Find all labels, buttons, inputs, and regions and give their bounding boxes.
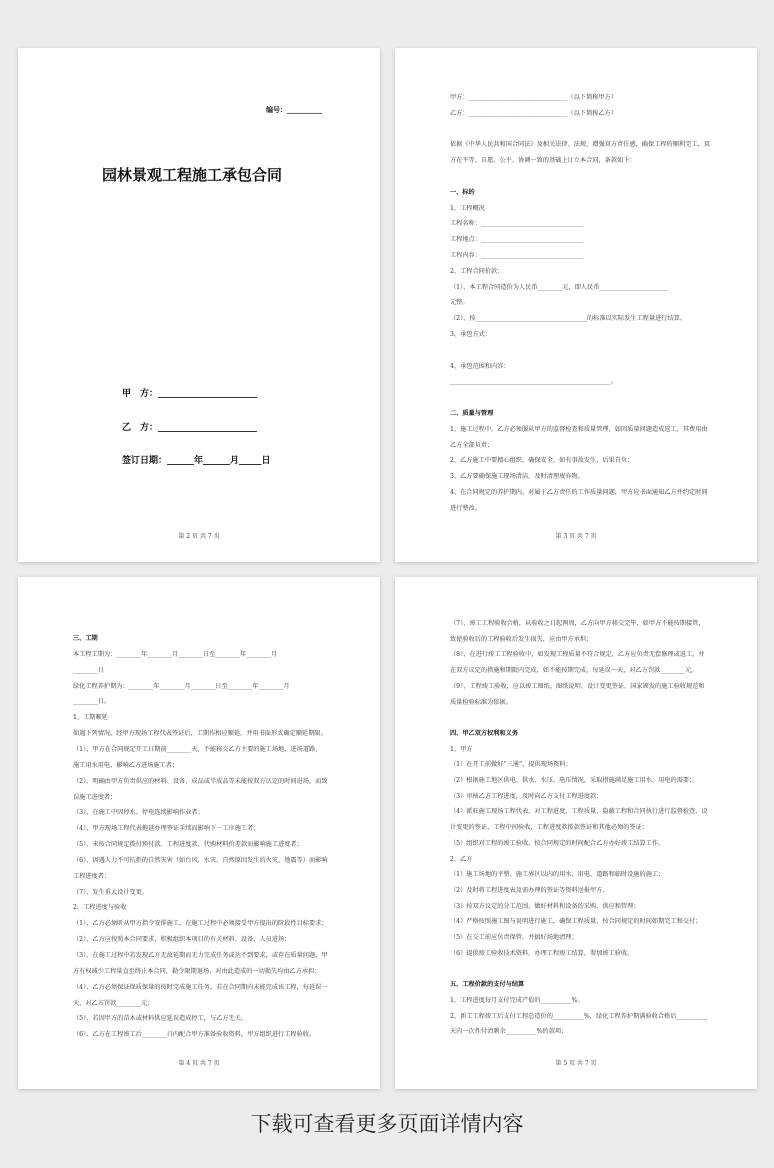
text-line: 误施工进度者； xyxy=(73,793,117,801)
text-line: （1）、本工程合同造价为人民币________元，即人民币______________________ xyxy=(450,283,668,291)
text-line: 依据《中华人民共和国合同法》及相关法律、法规，增强双方责任感，确保工程的顺利完工，双 xyxy=(450,141,710,149)
text-line: 4、承包范围和内容： xyxy=(450,362,510,370)
text-line: 方有权减少工程量直至终止本合同，勒令限期退场，对由此造成的一切损失均由乙方承担； xyxy=(73,967,321,975)
section-heading: 五、工程价款的支付与结算 xyxy=(450,981,525,989)
text-line: （4）派驻施工现场工程代表，对工程进度、工程质量、隐蔽工程和合同执行进行监督检查，设 xyxy=(450,808,708,816)
text-line: （3）、在施工过程中若发现乙方无故延期而无力完成任务或达不到要求，或存在质量问题，甲 xyxy=(73,952,328,959)
text-line: （4）、甲方现场工程代表拖延办理签证手续而影响下一工序施工者； xyxy=(73,825,260,833)
text-line: （9）、工程竣工验收，应以竣工图纸、图纸说明、设计变更签证、国家颁发的施工验收规范和 xyxy=(450,682,705,690)
page-footer: 第 4 页 共 7 页 xyxy=(178,1060,220,1067)
text-line: （2）及时将工程进度表及需办理的签证等资料送报甲方。 xyxy=(450,886,609,894)
text-line: （8）、在进行竣工工程验收中，如发现工程质量不符合规定，乙方应负责无偿修理或返工，并 xyxy=(450,651,705,659)
contract-title: 园林景观工程施工承包合同 xyxy=(102,166,283,184)
text-line: 质量检验标准为依据。 xyxy=(450,698,512,706)
text-line: （1）、乙方必须听从甲方指令安排施工，在施工过程中必须接受甲方提出的阶段性目标要求； xyxy=(73,920,328,928)
page-5 xyxy=(395,577,757,1089)
text-line: （4）严格按照施工图与说明进行施工，确保工程质量，按合同规定的时间如期完工和交付； xyxy=(450,918,702,926)
page-cover xyxy=(18,48,380,562)
text-line: 工程进度者； xyxy=(73,872,111,880)
text-line: ____________________________________________________。 xyxy=(450,378,618,386)
page-footer: 第 2 页 共 7 页 xyxy=(178,533,220,540)
text-line: 4、在合同规定的养护期内，对属于乙方责任的工作质量问题，甲方应书面通知乙方并约定时间 xyxy=(450,489,708,496)
page-footer: 第 3 页 共 7 页 xyxy=(555,533,597,540)
text-line: （1）在开工前做好“三通”，提供现场资料； xyxy=(450,761,572,769)
text-line: 2、工程合同价款： xyxy=(450,267,504,275)
text-line: 施工用水用电，影响乙方进场施工者； xyxy=(73,761,179,769)
text-line: （5）组织对工程的竣工验收，按合同规定的时间配合乙方办好竣工结算工作。 xyxy=(450,839,665,847)
text-line: 天，对乙方罚款________元； xyxy=(73,999,154,1007)
text-line: 绿化工程养护期为：________年________月________日至________年________月 xyxy=(73,682,290,690)
contract-number: 编号：__________ xyxy=(266,105,322,114)
text-line: 致使验收后的工程验收后发生损失，应由甲方承担； xyxy=(450,635,593,643)
section-heading: 四、甲乙双方权利和义务 xyxy=(450,729,519,737)
text-line: 进行整改。 xyxy=(450,504,481,512)
text-line: （6）、因遇人力不可抗拒的自然灾害（如台风、水灾、自然原因发生的火灾、地震等）而影响 xyxy=(73,856,328,864)
text-line: 在双方议定的措施和期限内完成，如不能按期完成，每延误一天，对乙方罚款________元。 xyxy=(450,667,698,675)
text-line: （7）、竣工工程验收合格，从验收之日起两周，乙方向甲方移交完毕，如甲方不能按期接管， xyxy=(450,620,705,627)
text-line: （3）审核乙方工程进度，及时向乙方支付工程进度款； xyxy=(450,792,603,800)
text-line: 1、工程进度每月支付完成产值的__________%。 xyxy=(450,996,584,1004)
text-line: （5）、未按合同规定拨付预付款、工程进度款、代购材料价差款而影响施工进度者； xyxy=(73,841,303,849)
text-line: （1）施工场地的平整、施工界区以内的用水、用电、道路和临时设施的施工； xyxy=(450,871,665,879)
section-heading: 二、质量与管理 xyxy=(450,410,494,417)
text-line: （2）、乙方应按照本合同要求、积极组织本项目的有关材料、设备、人员进场； xyxy=(73,936,291,944)
page-3 xyxy=(395,48,757,562)
text-line: （3）按双方议定的分工范围，做好材料和设备的采购、供应和管理； xyxy=(450,902,640,910)
text-line: 天内一次性付清剩余__________%的款项； xyxy=(450,1028,568,1036)
text-line: 如遇下列情况，经甲方现场工程代表签证后，工期作相应顺延，并用书面形式确定顺延期限。 xyxy=(73,730,327,738)
text-line: 1、施工过程中，乙方必须服从甲方的监督检查和质量管理，如因质量问题造成返工，其费用由 xyxy=(450,425,708,433)
sign-date-line: 签订日期：______年______月_____日 xyxy=(122,456,271,466)
text-line: 方在平等、自愿、公平、协调一致的基础上订立本合同，条款如下： xyxy=(450,157,636,165)
text-line: 元整。 xyxy=(450,299,469,307)
text-line: 2、乙方施工中要精心组织，确保安全，如有事故发生，后果自负； xyxy=(450,457,634,465)
text-line: 2、乙方 xyxy=(450,855,473,863)
section-heading: 三、工期 xyxy=(73,635,98,642)
text-line: （7）、发生重大设计变更。 xyxy=(73,888,149,896)
text-line: 3、承包方式： xyxy=(450,331,492,338)
text-line: 工程地点：_________________________________ xyxy=(450,236,584,244)
party-b-line: 乙 方：______________________ xyxy=(122,423,258,433)
text-line: ________日 xyxy=(73,666,104,674)
text-line: 工程名称：_________________________________ xyxy=(450,220,584,228)
text-line: 甲方：________________________________（以下简称甲方） xyxy=(450,94,618,101)
text-line: 计变更的签证，工程中间验收，工程进度款拨款签证和其他必须的签证； xyxy=(450,824,648,832)
page-footer: 第 5 页 共 7 页 xyxy=(555,1060,597,1067)
text-line: （5）在交工前应负责保管，并搞好场地清理； xyxy=(450,934,578,941)
text-line: 1、工期顺延 xyxy=(73,714,108,722)
text-line: 本工程工期为：________年________月________日至________年________月 xyxy=(73,650,278,658)
download-more-note: 下载可查看更多页面详情内容 xyxy=(250,1112,524,1136)
party-a-line: 甲 方：______________________ xyxy=(122,389,258,399)
text-line: （1）、甲方在合同规定开工日期前________天，不能移交乙方主要的施工场地、进场道路、 xyxy=(73,745,322,753)
text-line: （2）、按____________________________________的标准以实际发生工程量进行结算。 xyxy=(450,315,686,323)
text-line: 乙方全部负责； xyxy=(450,441,494,449)
text-line: （5）、若因甲方的苗木或材料供应延误造成停工，与乙方无关。 xyxy=(73,1015,248,1023)
text-line: （6）提供竣工验收技术资料，办理工程竣工结算，参加竣工验收。 xyxy=(450,949,634,957)
text-line: 3、乙方要确保施工现场清洁，及时清理废弃物。 xyxy=(450,473,584,481)
text-line: （3）、在施工中因停水、停电连续影响作业者； xyxy=(73,809,204,817)
text-line: 2、新工工程竣工后支付工程总造价的__________%，绿化工程养护期满验收合格后__________ xyxy=(450,1012,708,1020)
section-heading: 一、标的 xyxy=(450,188,475,196)
text-line: 工程内容：_________________________________ xyxy=(450,252,584,259)
text-line: （6）、乙方在工程竣工后________日内配合甲方准备验收资料，甲方组织进行工程验收。 xyxy=(73,1031,316,1039)
text-line: 2、工程进度与验收 xyxy=(73,904,127,912)
text-line: 1、工程概况 xyxy=(450,204,485,212)
text-line: ________日。 xyxy=(73,698,111,706)
text-line: （4）、乙方必须保证保质保量的按时完成施工任务，若在合同期内未能完成该工程，每延误一 xyxy=(73,983,328,991)
text-line: 1、甲方 xyxy=(450,745,473,753)
text-line: （2）根据施工地区供电、供水、水压、电压情况，采取措施满足施工用水、用电的需要；。 xyxy=(450,777,699,784)
text-line: 乙方：________________________________（以下简称乙方） xyxy=(450,109,618,117)
text-line: （2）、明确由甲方负责供应的材料、设备、成品或半成品等未能按双方认定的时间进场，而致 xyxy=(73,777,328,785)
page-4 xyxy=(18,577,380,1089)
